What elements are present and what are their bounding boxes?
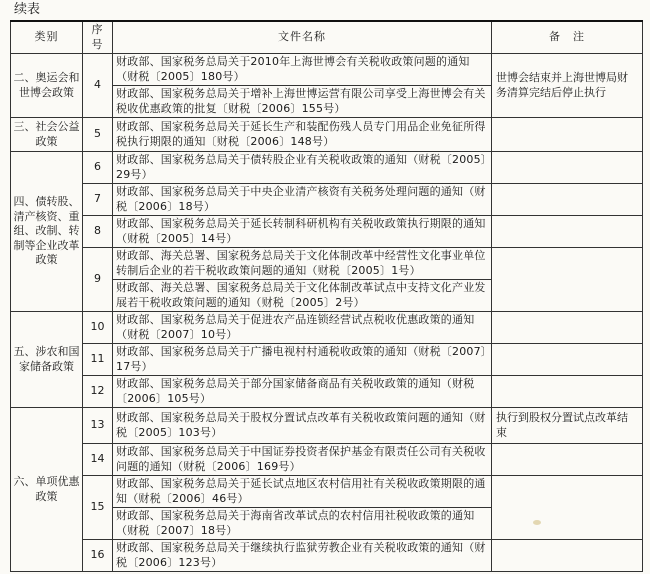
table-row xyxy=(11,376,643,408)
remarks-cell: 世博会结束并上海世博局财务清算完结后停止执行 xyxy=(492,54,643,118)
table-row xyxy=(11,248,643,280)
row-number: 5 xyxy=(83,118,113,152)
document-name: 财政部、海关总署、国家税务总局关于文化体制改革中经营性文化事业单位转制后企业的若干税收政策问题的通知（财税〔2005〕1号） xyxy=(113,248,492,280)
document-name: 财政部、国家税务总局关于部分国家储备商品有关税收政策的通知（财税〔2006〕105号） xyxy=(113,376,492,408)
remarks-cell xyxy=(492,444,643,476)
table-row xyxy=(11,476,643,508)
remarks-cell xyxy=(492,476,643,540)
row-number: 11 xyxy=(83,344,113,376)
row-number: 10 xyxy=(83,312,113,344)
table-row xyxy=(11,152,643,184)
document-name: 财政部、国家税务总局关于继续执行监狱劳教企业有关税收政策的通知（财税〔2006〕123号） xyxy=(113,540,492,572)
remarks-cell xyxy=(492,344,643,376)
category-cell: 六、单项优惠政策 xyxy=(11,408,83,572)
category-cell: 二、奥运会和世博会政策 xyxy=(11,54,83,118)
table-row xyxy=(11,118,643,152)
paper-speck xyxy=(533,520,541,525)
remarks-cell xyxy=(492,152,643,184)
table-row xyxy=(11,312,643,344)
row-number: 9 xyxy=(83,248,113,312)
document-name: 财政部、国家税务总局关于增补上海世博运营有限公司享受上海世博会有关税收优惠政策的批复〔财税〔2006〕155号） xyxy=(113,86,492,118)
table-row xyxy=(11,540,643,572)
policy-table xyxy=(10,20,643,572)
table-continued-caption: 续表 xyxy=(14,2,41,17)
row-number: 16 xyxy=(83,540,113,572)
category-cell: 五、涉农和国家储备政策 xyxy=(11,312,83,408)
row-number: 7 xyxy=(83,184,113,216)
document-name: 财政部、国家税务总局关于延长生产和装配伤残人员专门用品企业免征所得税执行期限的通知〔财税〔2006〕148号） xyxy=(113,118,492,152)
document-name: 财政部、国家税务总局关于延长试点地区农村信用社有关税收政策期限的通知（财税〔2006〕46号） xyxy=(113,476,492,508)
remarks-cell xyxy=(492,216,643,248)
remarks-cell xyxy=(492,248,643,312)
remarks-cell: 执行到股权分置试点改革结束 xyxy=(492,408,643,444)
document-name: 财政部、国家税务总局关于促进农产品连锁经营试点税收优惠政策的通知（财税〔2007〕10号） xyxy=(113,312,492,344)
document-name: 财政部、国家税务总局关于海南省改革试点的农村信用社税收政策的通知（财税〔2007〕18号） xyxy=(113,508,492,540)
header-category: 类别 xyxy=(11,21,83,54)
table-row xyxy=(11,408,643,444)
remarks-cell xyxy=(492,376,643,408)
header-remarks: 备 注 xyxy=(492,21,643,54)
table-row xyxy=(11,54,643,86)
document-name: 财政部、国家税务总局关于2010年上海世博会有关税收政策问题的通知（财税〔2005〕180号） xyxy=(113,54,492,86)
document-name: 财政部、国家税务总局关于广播电视村村通税收政策的通知（财税〔2007〕17号） xyxy=(113,344,492,376)
category-cell: 四、债转股、清产核资、重组、改制、转制等企业改革政策 xyxy=(11,152,83,312)
row-number: 4 xyxy=(83,54,113,118)
remarks-cell xyxy=(492,312,643,344)
document-name: 财政部、国家税务总局关于股权分置试点改革有关税收政策问题的通知（财税〔2005〕103号） xyxy=(113,408,492,444)
remarks-cell xyxy=(492,184,643,216)
document-name: 财政部、国家税务总局关于债转股企业有关税收政策的通知（财税〔2005〕29号） xyxy=(113,152,492,184)
header-number: 序号 xyxy=(83,21,113,54)
category-cell: 三、社会公益政策 xyxy=(11,118,83,152)
document-name: 财政部、国家税务总局关于中国证券投资者保护基金有限责任公司有关税收问题的通知（财税〔2006〕169号） xyxy=(113,444,492,476)
table-row xyxy=(11,444,643,476)
document-name: 财政部、国家税务总局关于延长转制科研机构有关税收政策执行期限的通知（财税〔2005〕14号） xyxy=(113,216,492,248)
table-row xyxy=(11,344,643,376)
remarks-cell xyxy=(492,118,643,152)
row-number: 12 xyxy=(83,376,113,408)
row-number: 6 xyxy=(83,152,113,184)
table-row xyxy=(11,184,643,216)
header-document-name: 文件名称 xyxy=(113,21,492,54)
document-name: 财政部、国家税务总局关于中央企业清产核资有关税务处理问题的通知（财税〔2006〕18号） xyxy=(113,184,492,216)
document-name: 财政部、海关总署、国家税务总局关于文化体制改革试点中支持文化产业发展若干税收政策问题的通知（财税〔2005〕2号） xyxy=(113,280,492,312)
row-number: 14 xyxy=(83,444,113,476)
row-number: 13 xyxy=(83,408,113,444)
table-row xyxy=(11,216,643,248)
table-header-row xyxy=(11,21,643,54)
remarks-cell xyxy=(492,540,643,572)
row-number: 8 xyxy=(83,216,113,248)
row-number: 15 xyxy=(83,476,113,540)
